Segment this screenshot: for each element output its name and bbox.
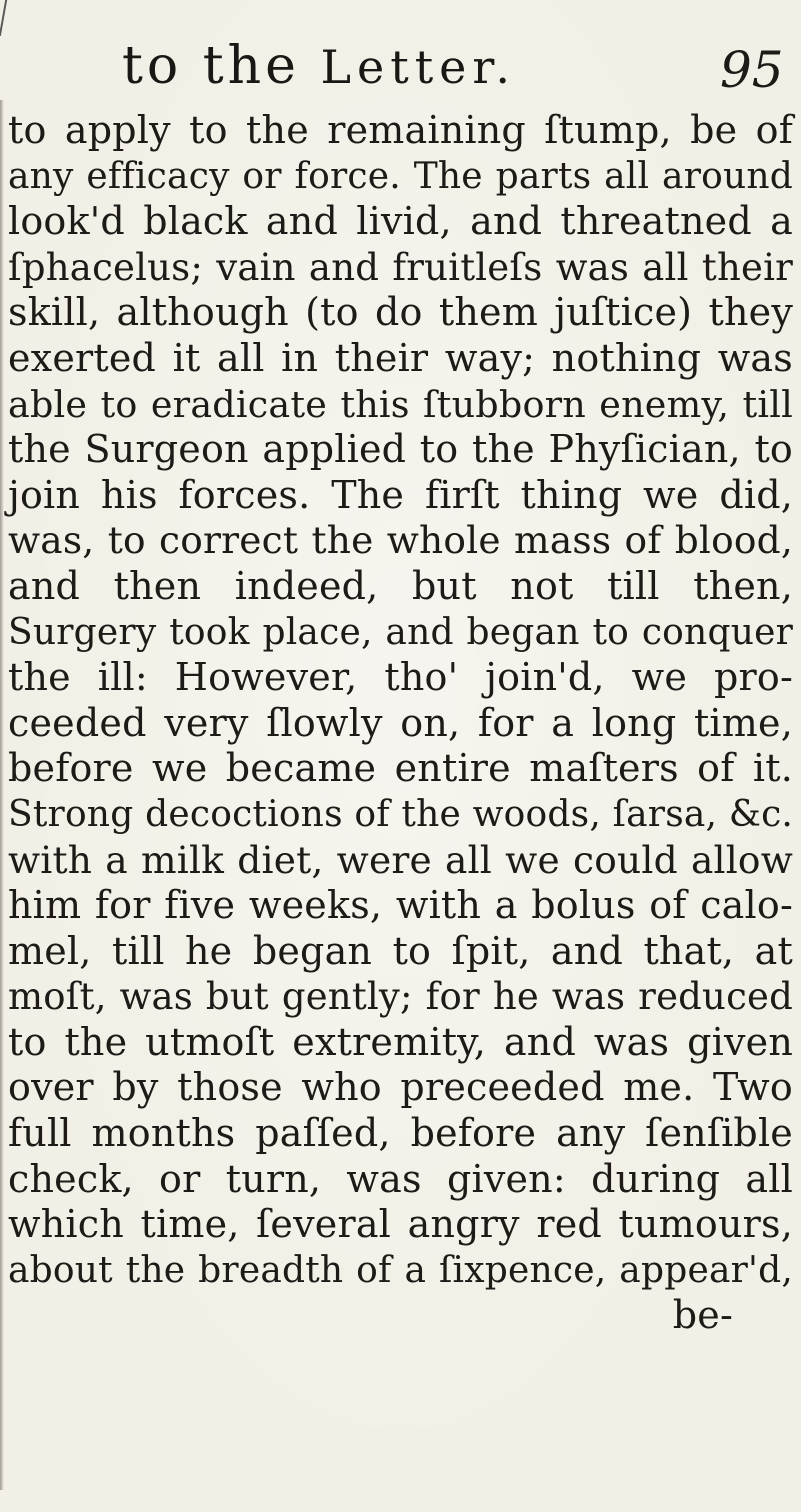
text-line: any efficacy or force. The parts all around	[8, 155, 793, 197]
text-line: look'd black and livid, and threatned a	[8, 199, 793, 244]
text-line: before we became entire maſters of it.	[8, 746, 793, 791]
text-line: able to eradicate this ſtubborn enemy, till	[8, 382, 793, 426]
text-line: the ill: However, tho' join'd, we pro-	[8, 655, 793, 700]
text-line: skill, although (to do them juſtice) they	[8, 290, 793, 335]
text-line: him for five weeks, with a bolus of calo-	[8, 883, 793, 928]
text-line: ſphacelus; vain and fruitleſs was all their	[8, 245, 793, 289]
running-head-word: Letter.	[320, 40, 516, 94]
body-text	[8, 108, 793, 1339]
text-line: Strong decoctions of the woods, ſarsa, &c.	[8, 793, 794, 835]
text-line: and then indeed, but not till then,	[8, 563, 793, 608]
text-line: to apply to the remaining ſtump, be of	[8, 108, 793, 152]
catchword: be-	[672, 1293, 733, 1338]
text-line: full months paſſed, before any ſenſible	[8, 1111, 793, 1156]
text-line: with a milk diet, were all we could allow	[8, 837, 793, 882]
page-number: 95	[720, 41, 784, 99]
text-line: check, or turn, was given: during all	[8, 1156, 793, 1201]
text-line: moſt, was but gently; for he was reduced	[8, 975, 793, 1019]
running-head-prefix: to the	[122, 36, 300, 96]
text-line: to the utmoſt extremity, and was given	[8, 1019, 793, 1064]
text-line: exerted it all in their way; nothing was	[8, 335, 793, 380]
text-line: the Surgeon applied to the Phyſician, to	[8, 427, 793, 472]
text-line: Surgery took place, and began to conquer	[8, 611, 793, 653]
text-line: mel, till he began to ſpit, and that, at	[8, 928, 793, 973]
text-line: about the breadth of a ſixpence, appear'd,	[8, 1249, 793, 1291]
text-line: over by those who preceeded me. Two	[8, 1065, 793, 1110]
text-line: ceeded very ſlowly on, for a long time,	[8, 700, 793, 745]
page-gutter-shadow	[0, 100, 4, 1490]
text-line: was, to correct the whole mass of blood,	[8, 518, 793, 563]
text-line: which time, ſeveral angry red tumours,	[8, 1202, 793, 1247]
running-head-title	[122, 36, 516, 97]
running-head	[0, 30, 801, 100]
text-line: join his forces. The firſt thing we did,	[8, 472, 793, 517]
